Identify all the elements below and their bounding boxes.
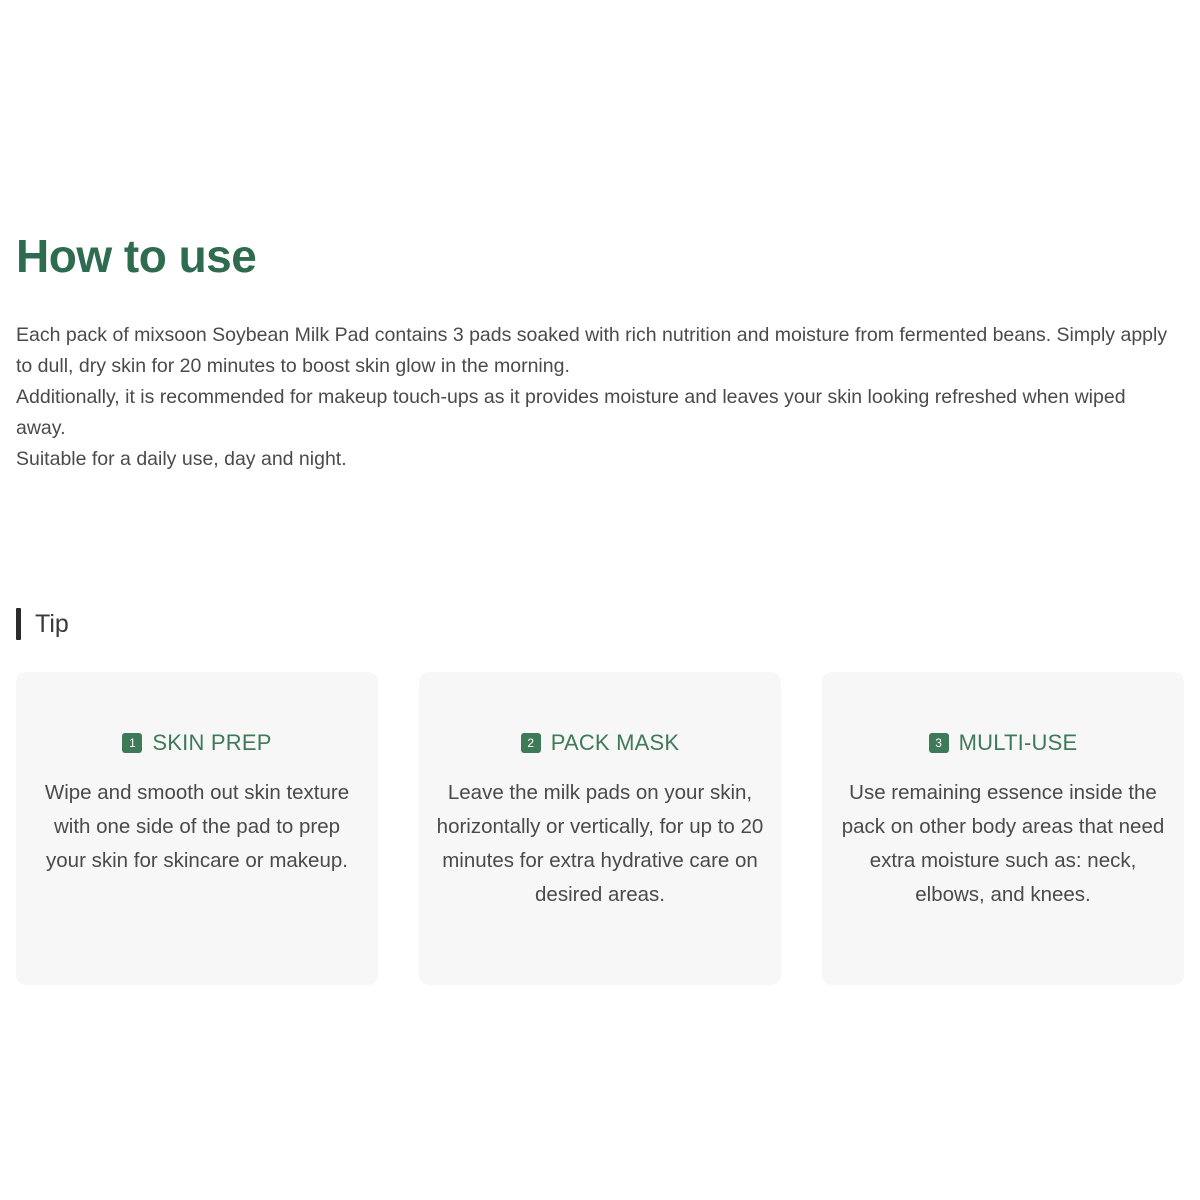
tip-label: Tip bbox=[35, 610, 69, 638]
tip-card-list bbox=[16, 672, 1184, 985]
tip-card bbox=[822, 672, 1184, 985]
tip-card-title: MULTI-USE bbox=[958, 730, 1078, 755]
tip-card-header bbox=[838, 730, 1168, 756]
tip-card bbox=[16, 672, 378, 985]
step-number-badge: 1 bbox=[122, 733, 142, 753]
tip-card-body: Leave the milk pads on your skin, horizontally or vertically, for up to 20 minutes for extra hydrative care on desired areas. bbox=[436, 781, 764, 906]
tip-card-body: Wipe and smooth out skin texture with one side of the pad to prep your skin for skincare or makeup. bbox=[44, 781, 350, 872]
tip-card bbox=[419, 672, 781, 985]
tip-card-body: Use remaining essence inside the pack on other body areas that need extra moisture such as: neck, elbows, and knees. bbox=[841, 781, 1165, 906]
intro-line-3: Suitable for a daily use, day and night. bbox=[16, 448, 347, 470]
tip-heading bbox=[16, 608, 69, 640]
step-number-badge: 2 bbox=[521, 733, 541, 753]
tip-card-title: SKIN PREP bbox=[152, 730, 272, 755]
step-number-badge: 3 bbox=[929, 733, 949, 753]
tip-card-title: PACK MASK bbox=[550, 730, 680, 755]
tip-card-header bbox=[435, 730, 765, 756]
intro-paragraph-block bbox=[16, 320, 1176, 475]
vertical-bar-icon bbox=[16, 608, 21, 640]
tip-card-header bbox=[32, 730, 362, 756]
intro-line-2: Additionally, it is recommended for makeup touch-ups as it provides moisture and leaves your skin looking refreshed when wiped away. bbox=[16, 386, 1126, 439]
intro-line-1: Each pack of mixsoon Soybean Milk Pad contains 3 pads soaked with rich nutrition and moisture from fermented beans. Simply apply to dull, dry skin for 20 minutes to boost skin glow in the morning. bbox=[16, 324, 1168, 377]
page-title: How to use bbox=[16, 230, 257, 282]
